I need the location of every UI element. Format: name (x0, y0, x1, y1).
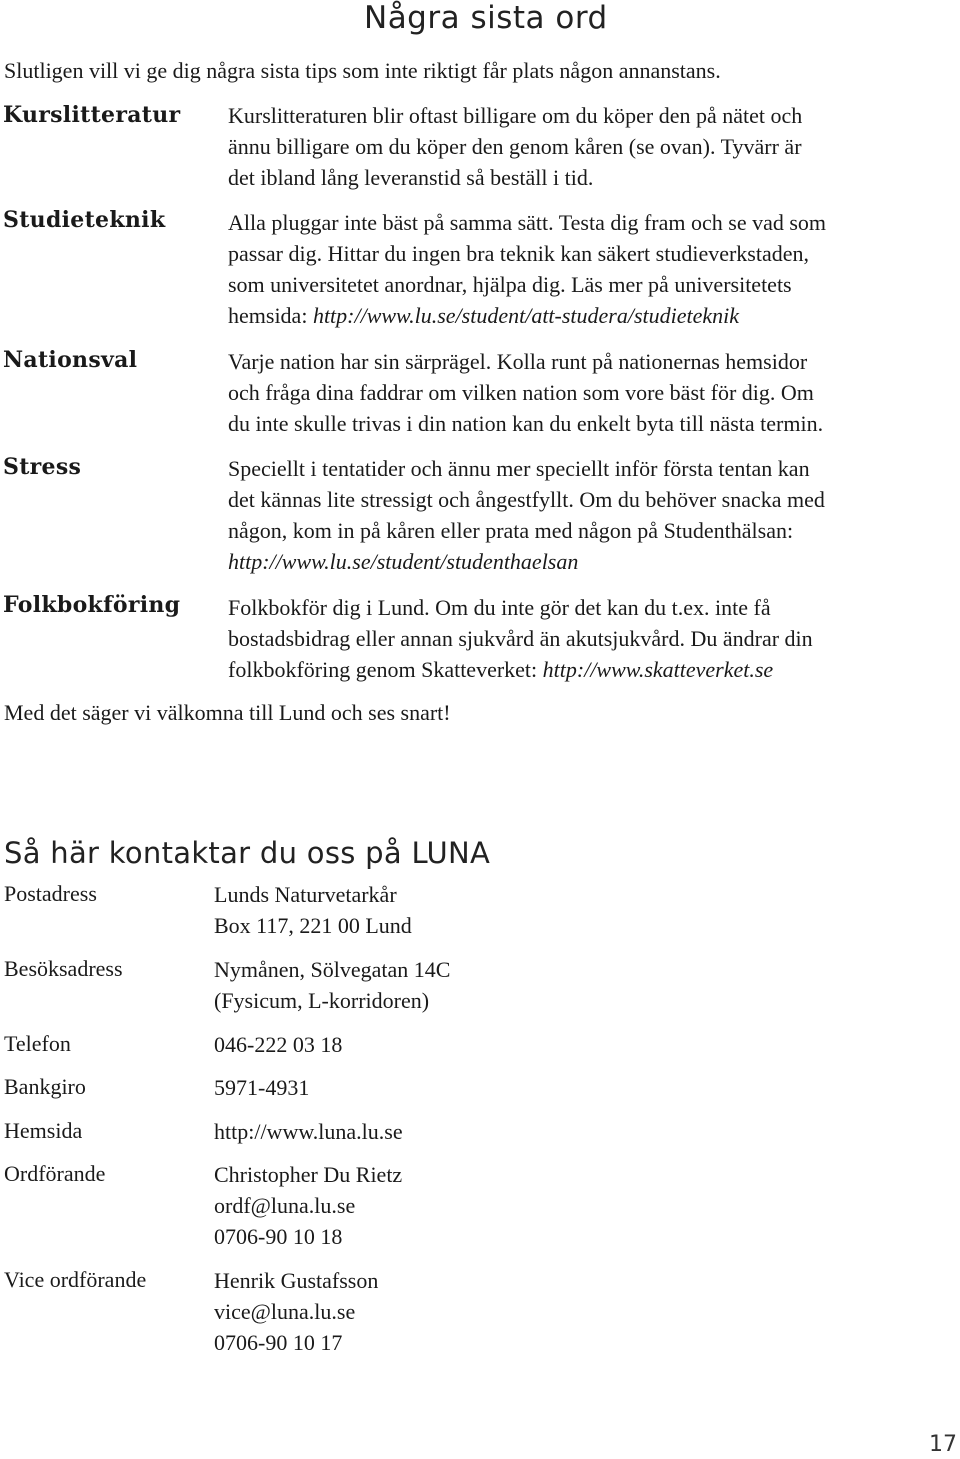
desc-line: någon, kom in på kåren eller prata med någon på Studenthälsan: (228, 518, 794, 543)
contact-line: 0706-90 10 17 (214, 1330, 343, 1355)
desc-nationsval (228, 346, 956, 439)
term-stress: Stress (3, 454, 82, 480)
desc-folkbokforing (228, 592, 956, 685)
desc-kurslitteratur (228, 100, 956, 193)
contact-title: Så här kontaktar du oss på LUNA (4, 836, 491, 870)
contact-value-besoksadress (214, 954, 450, 1016)
desc-line: det ibland lång leveranstid så beställ i tid. (228, 165, 594, 190)
term-folkbokforing: Folkbokföring (3, 592, 181, 618)
desc-line: Kurslitteraturen blir oftast billigare om du köper den på nätet och (228, 103, 803, 128)
desc-line: det kännas lite stressigt och ångestfyllt. Om du behöver snacka med (228, 487, 825, 512)
contact-line: Box 117, 221 00 Lund (214, 913, 412, 938)
contact-line: Christopher Du Rietz (214, 1162, 403, 1187)
term-kurslitteratur: Kurslitteratur (3, 102, 181, 128)
contact-label-telefon: Telefon (4, 1031, 71, 1056)
desc-line: ännu billigare om du köper den genom kåren (se ovan). Tyvärr är (228, 134, 802, 159)
contact-label-hemsida: Hemsida (4, 1118, 83, 1143)
contact-label-postadress: Postadress (4, 881, 97, 906)
contact-label-bankgiro: Bankgiro (4, 1074, 86, 1099)
desc-line: Speciellt i tentatider och ännu mer speciellt inför första tentan kan (228, 456, 810, 481)
contact-line: Lunds Naturvetarkår (214, 882, 397, 907)
contact-line: Nymånen, Sölvegatan 14C (214, 957, 451, 982)
url-prefix: folkbokföring genom Skatteverket: (228, 657, 543, 682)
studieteknik-link[interactable]: http://www.lu.se/student/att-studera/studieteknik (312, 303, 740, 328)
desc-line: som universitetet anordnar, hjälpa dig. Läs mer på universitetets (228, 272, 792, 297)
contact-value-bankgiro (214, 1072, 309, 1103)
contact-value-telefon (214, 1029, 342, 1060)
desc-stress (228, 453, 956, 577)
contact-line: 0706-90 10 18 (214, 1224, 343, 1249)
desc-line: Varje nation har sin särprägel. Kolla runt på nationernas hemsidor (228, 349, 808, 374)
contact-line: 046-222 03 18 (214, 1032, 343, 1057)
contact-value-vice-ordforande (214, 1265, 378, 1358)
contact-value-postadress (214, 879, 412, 941)
skatteverket-link[interactable]: http://www.skatteverket.se (542, 657, 774, 682)
desc-line: Folkbokför dig i Lund. Om du inte gör det kan du t.ex. inte få (228, 595, 771, 620)
desc-line: passar dig. Hittar du ingen bra teknik kan säkert studieverkstaden, (228, 241, 810, 266)
contact-value-hemsida (214, 1116, 403, 1147)
desc-line: Alla pluggar inte bäst på samma sätt. Testa dig fram och se vad som (228, 210, 827, 235)
term-studieteknik: Studieteknik (3, 207, 166, 233)
desc-line: bostadsbidrag eller annan sjukvård än akutsjukvård. Du ändrar din (228, 626, 813, 651)
studenthalsan-link[interactable]: http://www.lu.se/student/studenthaelsan (228, 549, 579, 574)
contact-line: Henrik Gustafsson (214, 1268, 379, 1293)
luna-website-link[interactable]: http://www.luna.lu.se (214, 1119, 403, 1144)
vice-email-link[interactable]: vice@luna.lu.se (214, 1299, 356, 1324)
term-nationsval: Nationsval (3, 347, 138, 373)
closing-text: Med det säger vi välkomna till Lund och ses snart! (4, 700, 451, 725)
desc-line: och fråga dina faddrar om vilken nation som vore bäst för dig. Om (228, 380, 814, 405)
section-title: Några sista ord (364, 0, 608, 36)
contact-line: 5971-4931 (214, 1075, 310, 1100)
url-prefix: hemsida: (228, 303, 313, 328)
desc-studieteknik (228, 207, 956, 331)
ordforande-email-link[interactable]: ordf@luna.lu.se (214, 1193, 356, 1218)
page-number: 17 (929, 1432, 957, 1457)
desc-line-url (228, 654, 956, 685)
desc-line: du inte skulle trivas i din nation kan du enkelt byta till nästa termin. (228, 411, 824, 436)
contact-label-ordforande: Ordförande (4, 1161, 106, 1186)
intro-text: Slutligen vill vi ge dig några sista tips som inte riktigt får plats någon annanstans. (4, 58, 721, 83)
contact-label-besoksadress: Besöksadress (4, 956, 123, 981)
contact-line: (Fysicum, L-korridoren) (214, 988, 430, 1013)
contact-value-ordforande (214, 1159, 402, 1252)
desc-line-url (228, 300, 956, 331)
contact-label-vice-ordforande: Vice ordförande (4, 1267, 147, 1292)
